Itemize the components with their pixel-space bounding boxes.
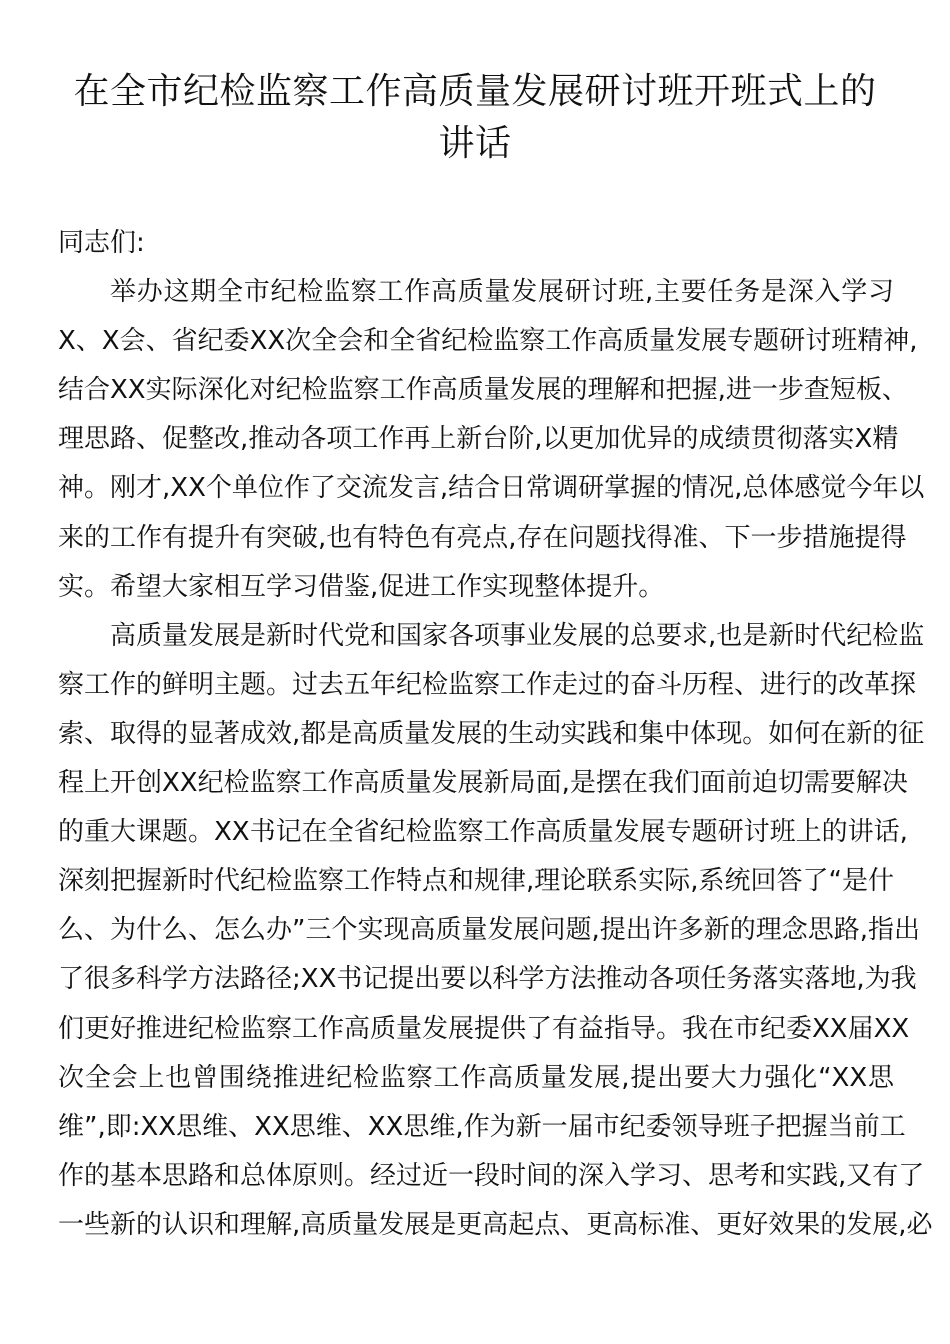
paragraph-line: 高质量发展是新时代党和国家各项事业发展的总要求,也是新时代纪检监 — [110, 620, 925, 651]
paragraph-line: 理思路、促整改,推动各项工作再上新台阶,以更加优异的成绩贯彻落实X精 — [58, 424, 899, 455]
paragraph-line: 程上开创XX纪检监察工作高质量发展新局面,是摆在我们面前迫切需要解决 — [58, 768, 908, 799]
paragraph-line: 深刻把握新时代纪检监察工作特点和规律,理论联系实际,系统回答了“是什 — [58, 866, 894, 897]
paragraph-line: 察工作的鲜明主题。过去五年纪检监察工作走过的奋斗历程、进行的改革探 — [58, 669, 917, 700]
paragraph-line: X、X会、省纪委XX次全会和全省纪检监察工作高质量发展专题研讨班精神, — [58, 326, 918, 357]
paragraph-line: 们更好推进纪检监察工作高质量发展提供了有益指导。我在市纪委XX届XX — [58, 1013, 910, 1044]
salutation: 同志们: — [58, 228, 145, 258]
paragraph-line: 实。希望大家相互学习借鉴,促进工作实现整体提升。 — [58, 571, 665, 602]
paragraph-1 — [58, 268, 925, 612]
paragraph-line: 维”,即:XX思维、XX思维、XX思维,作为新一届市纪委领导班子把握当前工 — [58, 1111, 906, 1142]
paragraph-line: 举办这期全市纪检监察工作高质量发展研讨班,主要任务是深入学习 — [110, 277, 894, 308]
document-body — [58, 219, 933, 1250]
paragraph-line: 来的工作有提升有突破,也有特色有亮点,存在问题找得准、下一步措施提得 — [58, 522, 907, 553]
paragraph-line: 索、取得的显著成效,都是高质量发展的生动实践和集中体现。如何在新的征 — [58, 718, 925, 749]
paragraph-line: 了很多科学方法路径;XX书记提出要以科学方法推动各项任务落实落地,为我 — [58, 964, 917, 995]
paragraph-line: 次全会上也曾围绕推进纪检监察工作高质量发展,提出要大力强化“XX思 — [58, 1062, 894, 1093]
paragraph-line: 一些新的认识和理解,高质量发展是更高起点、更高标准、更好效果的发展,必 — [58, 1209, 933, 1240]
paragraph-line: 么、为什么、怎么办”三个实现高质量发展问题,提出许多新的理念思路,指出 — [58, 915, 920, 946]
paragraph-line: 结合XX实际深化对纪检监察工作高质量发展的理解和把握,进一步查短板、 — [58, 375, 908, 406]
paragraph-line: 神。刚才,XX个单位作了交流发言,结合日常调研掌握的情况,总体感觉今年以 — [58, 473, 925, 504]
document-title: 在全市纪检监察工作高质量发展研讨班开班式上的讲话 — [73, 71, 877, 164]
paragraph-line: 的重大课题。XX书记在全省纪检监察工作高质量发展专题研讨班上的讲话, — [58, 817, 908, 848]
paragraph-2 — [58, 612, 933, 1250]
paragraph-line: 作的基本思路和总体原则。经过近一段时间的深入学习、思考和实践,又有了 — [58, 1160, 925, 1191]
